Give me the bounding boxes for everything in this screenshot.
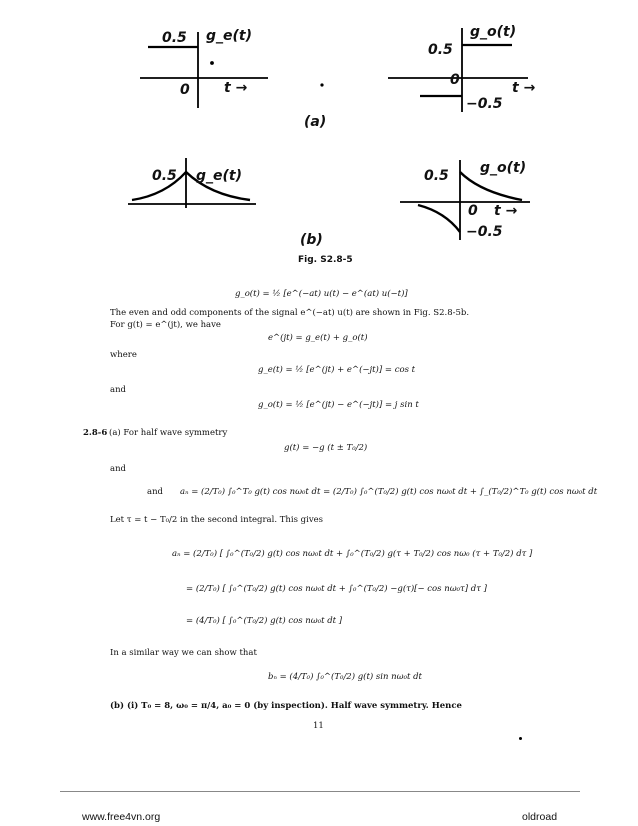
- figure-label-b: (b): [300, 232, 323, 248]
- plot-b-left-y-label: g_e(t): [196, 168, 243, 184]
- plot-b-right-negative-curve: [418, 205, 460, 232]
- figure-caption: Fig. S2.8-5: [298, 255, 353, 265]
- plot-a-right-y-label: g_o(t): [470, 24, 517, 40]
- plot-a-left-y-label: g_e(t): [206, 28, 253, 44]
- plot-b-right-tick-bottom: −0.5: [466, 224, 503, 240]
- text-and-1: and: [110, 385, 126, 395]
- figure-plots: [0, 0, 638, 270]
- problem-part-a: (a) For half wave symmetry: [109, 428, 228, 438]
- equation-ge: g_e(t) = ½ [e^(jt) + e^(−jt)] = cos t: [258, 365, 416, 375]
- equation-go2: g_o(t) = ½ [e^(jt) − e^(−jt)] = j sin t: [258, 400, 419, 410]
- plot-a-right-tick-bottom: −0.5: [466, 96, 503, 112]
- footer-left-link[interactable]: www.free4vn.org: [82, 811, 161, 823]
- text-line-1: The even and odd components of the signal e^(−at) u(t) are shown in Fig. S2.8-5b.: [110, 308, 470, 318]
- text-part-b: (b) (i) T₀ = 8, ω₀ = π/4, a₀ = 0 (by inspection). Half wave symmetry. Hence: [110, 701, 462, 711]
- plot-b-right-x-label: t →: [494, 203, 518, 219]
- text-where: where: [110, 350, 137, 360]
- equation-ejt: e^(jt) = g_e(t) + g_o(t): [268, 333, 368, 343]
- plot-b-right-origin: 0: [468, 203, 478, 219]
- page-number: 11: [313, 721, 324, 731]
- equation-bn: bₙ = (4/T₀) ∫₀^(T₀/2) g(t) sin nω₀t dt: [268, 672, 422, 682]
- equation-half-wave: g(t) = −g (t ± T₀/2): [284, 443, 368, 453]
- problem-number: 2.8-6: [83, 428, 108, 438]
- plot-a-right-tick-top: 0.5: [428, 42, 453, 58]
- text-and-2: and: [110, 464, 126, 474]
- plot-a-right-origin: 0: [450, 72, 460, 88]
- equation-an: aₙ = (2/T₀) ∫₀^T₀ g(t) cos nω₀t dt = (2/T₀) ∫₀^(T₀/2) g(t) cos nω₀t dt + ∫_(T₀/2)^T₀ g(t) cos nω₀t dt: [180, 487, 598, 497]
- plot-a-right-x-label: t →: [512, 80, 536, 96]
- text-line-2: For g(t) = e^(jt), we have: [110, 320, 221, 330]
- equation-an-step-1: aₙ = (2/T₀) [ ∫₀^(T₀/2) g(t) cos nω₀t dt + ∫₀^(T₀/2) g(τ + T₀/2) cos nω₀ (τ + T₀/2) dτ ]: [172, 549, 533, 559]
- footer-right-text: oldroad: [522, 811, 558, 823]
- plot-a-left-tick-top: 0.5: [162, 30, 187, 46]
- plot-b-right-tick-top: 0.5: [424, 168, 449, 184]
- plot-a-left-origin: 0: [180, 82, 190, 98]
- stray-dot: [519, 737, 522, 740]
- equation-an-step-3: = (4/T₀) [ ∫₀^(T₀/2) g(t) cos nω₀t dt ]: [186, 616, 343, 626]
- plot-b-left-tick-top: 0.5: [152, 168, 177, 184]
- plot-a-left-x-label: t →: [224, 80, 248, 96]
- plot-a-right: [388, 28, 528, 112]
- text-let: Let τ = t − T₀/2 in the second integral. This gives: [110, 515, 324, 525]
- equation-go: g_o(t) = ½ [e^(−at) u(t) − e^(at) u(−t)]: [235, 289, 408, 299]
- figure-label-a: (a): [304, 114, 327, 130]
- text-similar: In a similar way we can show that: [110, 648, 257, 658]
- equation-an-step-2: = (2/T₀) [ ∫₀^(T₀/2) g(t) cos nω₀t dt + ∫₀^(T₀/2) −g(τ)[− cos nω₀τ] dτ ]: [186, 584, 487, 594]
- equation-an-and: and: [147, 487, 163, 497]
- footer-divider: [60, 791, 580, 792]
- plot-b-right-y-label: g_o(t): [480, 160, 527, 176]
- plot-b-right-positive-curve: [460, 172, 522, 200]
